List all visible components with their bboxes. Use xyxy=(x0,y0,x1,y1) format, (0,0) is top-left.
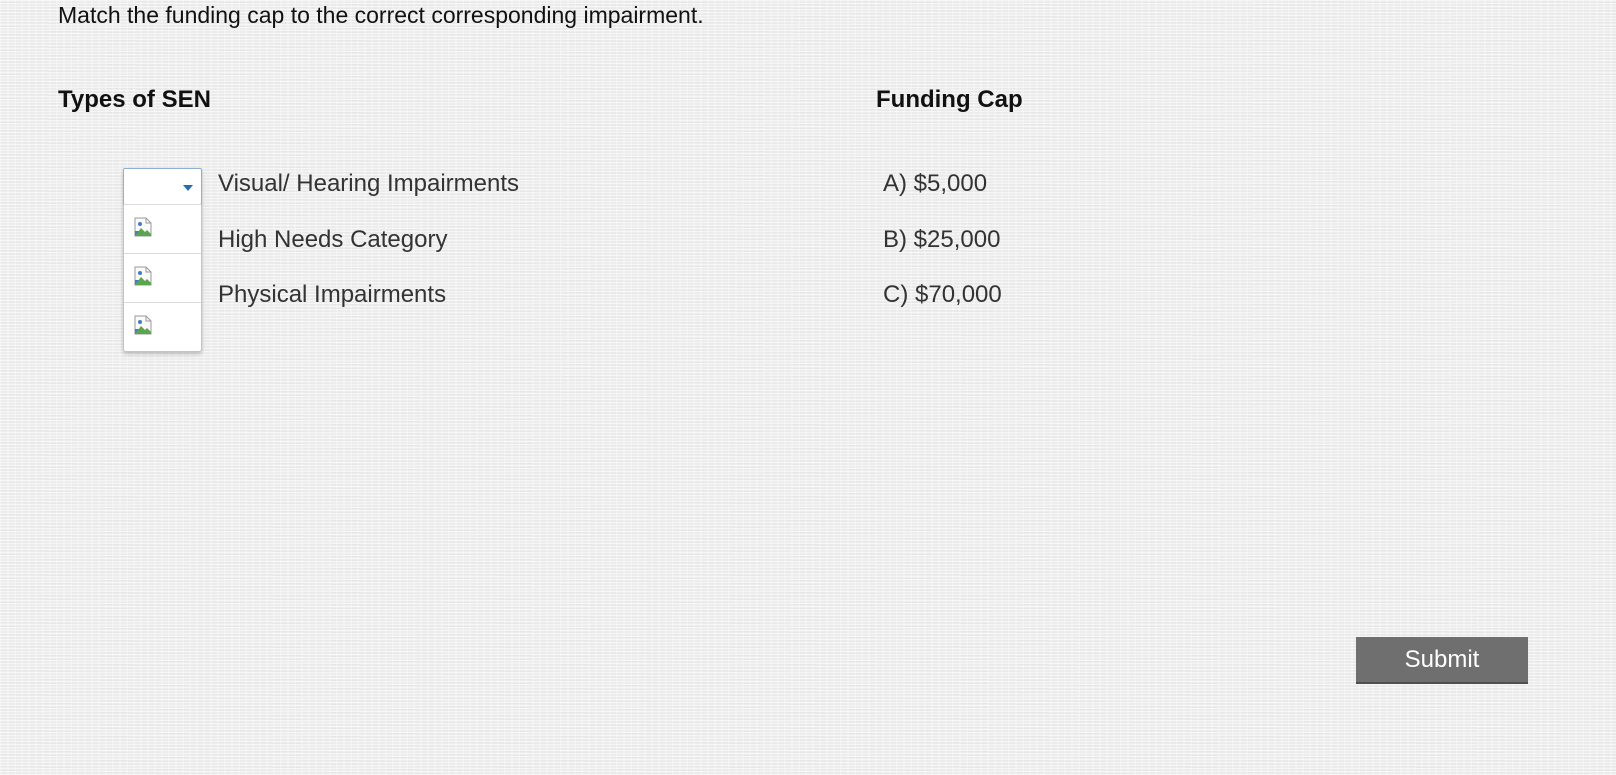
broken-image-icon xyxy=(134,266,152,286)
match-dropdown[interactable] xyxy=(123,168,202,352)
sen-type-physical: Physical Impairments xyxy=(218,281,447,308)
funding-cap-a: A) $5,000 xyxy=(883,170,988,197)
dropdown-option-3[interactable] xyxy=(124,302,201,351)
dropdown-option-2[interactable] xyxy=(124,253,201,302)
instruction-text: Match the funding cap to the correct corresponding impairment. xyxy=(58,2,704,28)
broken-image-icon xyxy=(134,315,152,335)
broken-image-icon xyxy=(134,217,152,237)
sen-type-visual-hearing: Visual/ Hearing Impairments xyxy=(218,170,520,197)
funding-cap-c: C) $70,000 xyxy=(883,281,1002,308)
funding-cap-heading: Funding Cap xyxy=(876,86,1023,113)
funding-cap-b: B) $25,000 xyxy=(883,226,1001,253)
dropdown-option-1[interactable] xyxy=(124,204,201,253)
match-dropdown-trigger[interactable] xyxy=(123,168,202,205)
sen-type-high-needs: High Needs Category xyxy=(218,226,448,253)
submit-button[interactable]: Submit xyxy=(1356,637,1528,684)
chevron-down-icon[interactable] xyxy=(183,185,193,191)
types-of-sen-heading: Types of SEN xyxy=(58,86,211,113)
